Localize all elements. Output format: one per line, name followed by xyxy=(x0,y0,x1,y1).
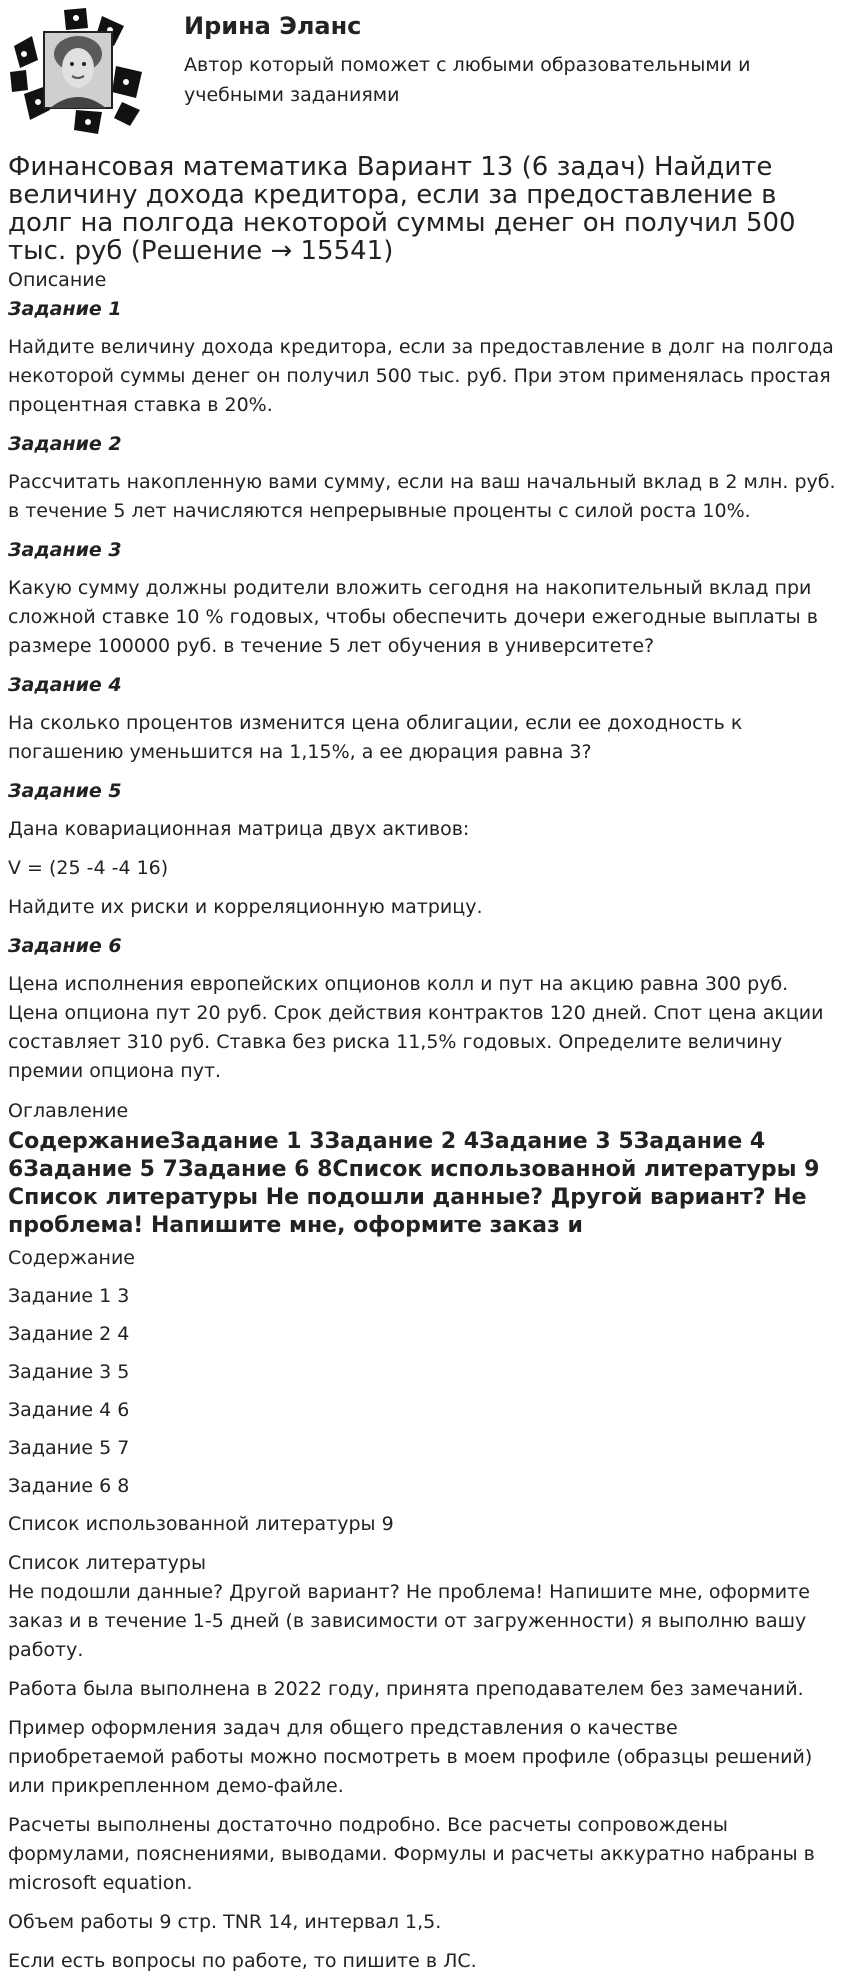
author-block xyxy=(0,0,847,140)
page-title: Финансовая математика Вариант 13 (6 задач) Найдите величину дохода кредитора, если за предоставление в долг на полгода некоторой суммы денег он получил 500 тыс. руб (Решение → 15541) xyxy=(8,152,796,266)
author-description: Автор который поможет с любыми образовательными и учебными заданиями xyxy=(184,54,751,106)
task-text: Какую сумму должны родители вложить сегодня на накопительный вклад при сложной ставке 10 % годовых, чтобы обеспечить дочери ежегодные выплаты в размере 100000 руб. в течение 5 лет обучения в университете? xyxy=(8,577,818,657)
task-heading: Задание 6 xyxy=(8,935,122,957)
task-matrix: V = (25 -4 -4 16) xyxy=(8,857,169,879)
author-avatar[interactable] xyxy=(6,6,148,136)
task-text: На сколько процентов изменится цена облигации, если ее доходность к погашению уменьшится на 1,15%, а ее дюрация равна 3? xyxy=(8,712,743,763)
closing-paragraph: Объем работы 9 стр. TNR 14, интервал 1,5. xyxy=(8,1911,442,1933)
task-text: Найдите их риски и корреляционную матрицу. xyxy=(8,896,483,918)
toc-label: Оглавление xyxy=(8,1100,129,1122)
author-info xyxy=(184,10,784,110)
task-text: Дана ковариационная матрица двух активов: xyxy=(8,818,470,840)
toc-item: Задание 4 6 xyxy=(8,1399,130,1421)
task-1 xyxy=(8,295,839,420)
task-heading: Задание 2 xyxy=(8,433,122,455)
task-6 xyxy=(8,932,839,1086)
closing-paragraph: Если есть вопросы по работе, то пишите в ЛС. xyxy=(8,1950,477,1972)
closing-paragraph: Работа была выполнена в 2022 году, принята преподавателем без замечаний. xyxy=(8,1678,804,1700)
task-4 xyxy=(8,671,839,767)
toc-summary: СодержаниеЗадание 1 3Задание 2 4Задание 3 5Задание 4 6Задание 5 7Задание 6 8Список использованной литературы 9 Список литературы Не подошли данные? Другой вариант? Не проблема! Напишите мне, оформите заказ и xyxy=(8,1129,820,1238)
closing-paragraph: Не подошли данные? Другой вариант? Не проблема! Напишите мне, оформите заказ и в течение 1-5 дней (в зависимости от загруженности) я выполню вашу работу. xyxy=(8,1581,810,1661)
contents-label: Содержание xyxy=(8,1247,135,1269)
task-heading: Задание 5 xyxy=(8,780,122,802)
work-content xyxy=(0,153,847,1976)
toc-item: Задание 3 5 xyxy=(8,1361,130,1383)
task-3 xyxy=(8,536,839,661)
author-name[interactable]: Ирина Эланс xyxy=(184,12,362,40)
toc-item: Задание 6 8 xyxy=(8,1475,130,1497)
description-label: Описание xyxy=(8,269,107,291)
closing-paragraph: Расчеты выполнены достаточно подробно. Все расчеты сопровождены формулами, пояснениями, выводами. Формулы и расчеты аккуратно набраны в microsoft equation. xyxy=(8,1814,815,1894)
task-text: Цена исполнения европейских опционов колл и пут на акцию равна 300 руб. Цена опциона пут 20 руб. Срок действия контрактов 120 дней. Спот цена акции составляет 310 руб. Ставка без риска 11,5% годовых. Определите величину премии опциона пут. xyxy=(8,973,824,1082)
closing-paragraph: Пример оформления задач для общего представления о качестве приобретаемой работы можно посмотреть в моем профиле (образцы решений) или прикрепленном демо-файле. xyxy=(8,1717,813,1797)
task-text: Найдите величину дохода кредитора, если за предоставление в долг на полгода некоторой суммы денег он получил 500 тыс. руб. При этом применялась простая процентная ставка в 20%. xyxy=(8,336,834,416)
task-5 xyxy=(8,777,839,922)
toc-item: Задание 1 3 xyxy=(8,1285,130,1307)
task-text: Рассчитать накопленную вами сумму, если на ваш начальный вклад в 2 млн. руб. в течение 5 лет начисляются непрерывные проценты с силой роста 10%. xyxy=(8,471,836,522)
toc-item: Задание 5 7 xyxy=(8,1437,130,1459)
literature-label: Список литературы xyxy=(8,1552,206,1574)
task-heading: Задание 1 xyxy=(8,298,122,320)
task-heading: Задание 4 xyxy=(8,674,122,696)
task-2 xyxy=(8,430,839,526)
task-heading: Задание 3 xyxy=(8,539,122,561)
toc-item: Задание 2 4 xyxy=(8,1323,130,1345)
toc-item: Список использованной литературы 9 xyxy=(8,1513,394,1535)
